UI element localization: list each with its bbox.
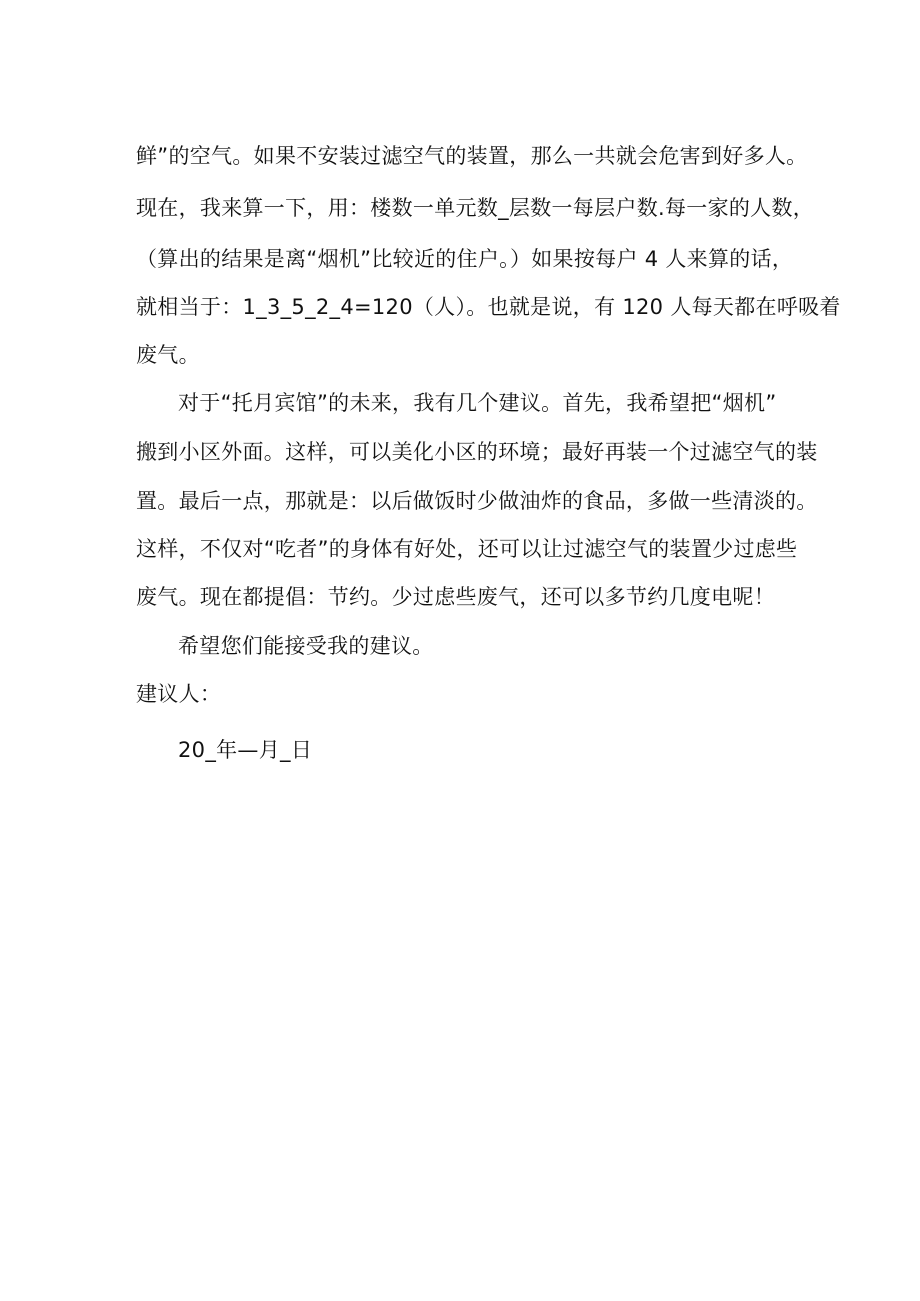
paragraph-1-line-3: （算出的结果是离“烟机”比较近的住户。）如果按每户 4 人来算的话， (136, 247, 794, 271)
paragraph-1-line-4: 就相当于：1_3_5_2_4=120（人）。也就是说，有 120 人每天都在呼吸着 (136, 295, 841, 319)
signature-label: 建议人： (136, 682, 222, 706)
closing-sentence: 希望您们能接受我的建议。 (178, 634, 434, 658)
paragraph-2-line-3: 置。最后一点，那就是：以后做饭时少做油炸的食品，多做一些清淡的。 (136, 489, 818, 513)
date-line: 20_年—月_日 (178, 738, 313, 762)
paragraph-1-line-2: 现在，我来算一下，用：楼数一单元数_层数一每层户数.每一家的人数， (136, 196, 815, 220)
paragraph-2-line-4: 这样，不仅对“吃者”的身体有好处，还可以让过滤空气的装置少过虑些 (136, 537, 798, 561)
paragraph-1-line-1: 鲜”的空气。如果不安装过滤空气的装置，那么一共就会危害到好多人。 (136, 144, 808, 168)
paragraph-1-line-5: 废气。 (136, 343, 200, 367)
paragraph-2-line-2: 搬到小区外面。这样，可以美化小区的环境；最好再装一个过滤空气的装 (136, 440, 818, 464)
paragraph-2-line-5: 废气。现在都提倡：节约。少过虑些废气，还可以多节约几度电呢！ (136, 585, 775, 609)
paragraph-2-line-1: 对于“托月宾馆”的未来，我有几个建议。首先，我希望把“烟机” (178, 391, 777, 415)
